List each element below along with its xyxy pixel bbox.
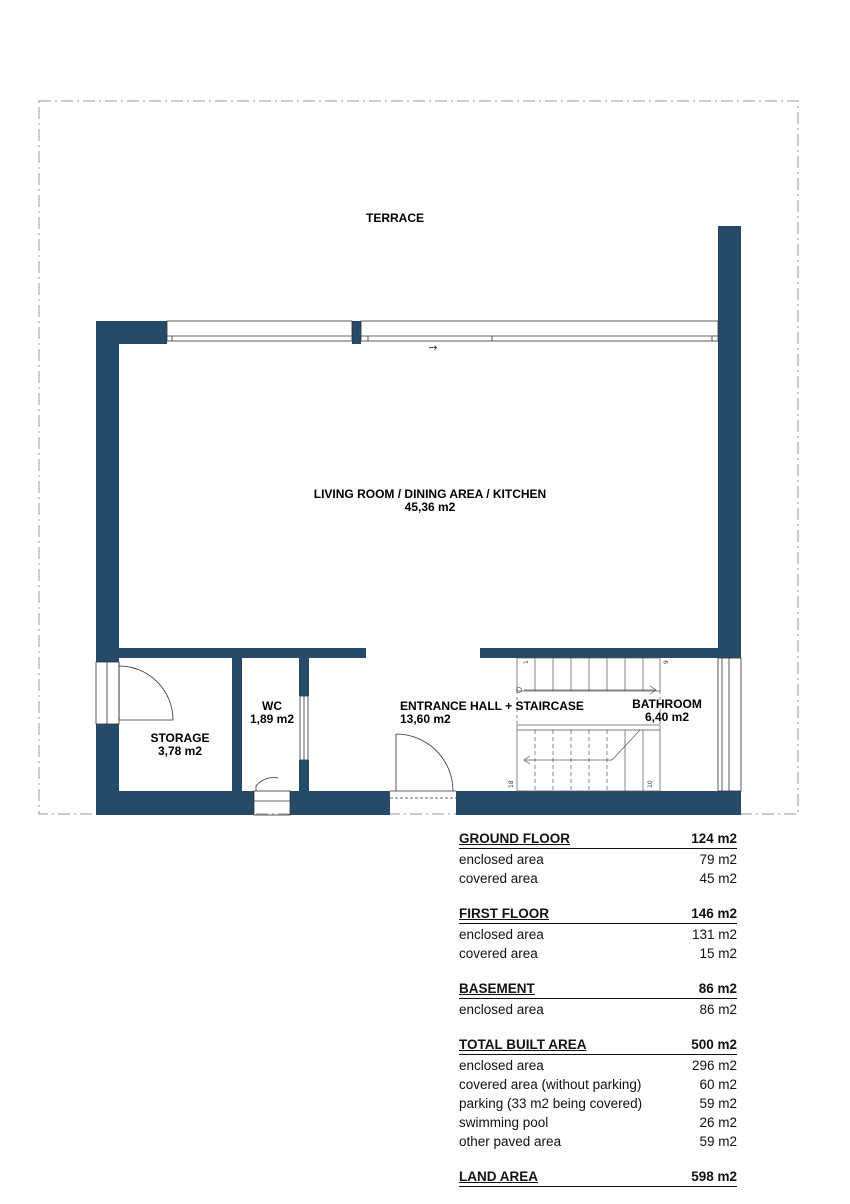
west-wall-upper [96, 321, 119, 662]
svg-text:→: → [428, 341, 438, 354]
area-row-value: 86 m2 [699, 1002, 737, 1017]
area-row-value: 59 m2 [699, 1134, 737, 1149]
area-row-label: parking (33 m2 being covered) [459, 1096, 643, 1111]
area-section-header [459, 905, 737, 924]
area-row [459, 1113, 737, 1132]
area-section [459, 905, 737, 963]
area-section-total: 146 m2 [691, 906, 737, 921]
room-wc [243, 700, 301, 726]
room-terrace [340, 212, 450, 225]
room-wc-area: 1,89 m2 [249, 712, 295, 726]
area-row-value: 131 m2 [691, 927, 737, 942]
area-row-label: covered area (without parking) [459, 1077, 642, 1092]
area-row-label: other paved area [459, 1134, 562, 1149]
window-mullion [352, 321, 361, 344]
area-row-value: 60 m2 [699, 1077, 737, 1092]
entrance-door [390, 734, 456, 798]
area-row-value: 79 m2 [699, 852, 737, 867]
room-storage-name: STORAGE [150, 731, 210, 745]
storage-door [96, 662, 173, 724]
room-storage [135, 732, 225, 758]
area-section-title: LAND AREA [459, 1169, 538, 1184]
south-wall-1 [96, 791, 254, 815]
area-row-label: covered area [459, 871, 538, 886]
area-section-total: 500 m2 [691, 1037, 737, 1052]
stair-num-18: 18 [508, 780, 515, 788]
area-section [459, 1036, 737, 1151]
walls [96, 226, 741, 815]
stair-num-1: 1 [523, 660, 530, 664]
area-row-value: 45 m2 [699, 871, 737, 886]
room-wc-name: WC [262, 699, 282, 713]
south-wall-2 [290, 791, 390, 815]
terrace-windows [167, 321, 718, 341]
area-row [459, 1094, 737, 1113]
area-row-label: covered area [459, 946, 538, 961]
wc-hall-wall-bottom [299, 760, 309, 791]
area-row [459, 850, 737, 869]
room-living-name: LIVING ROOM / DINING AREA / KITCHEN [313, 487, 547, 501]
area-section-total: 598 m2 [691, 1169, 737, 1184]
room-living-area: 45,36 m2 [404, 500, 456, 514]
stair-num-9: 9 [663, 660, 670, 664]
area-section-title: BASEMENT [459, 981, 535, 996]
area-row [459, 869, 737, 888]
area-row-label: enclosed area [459, 1002, 544, 1017]
area-row [459, 1132, 737, 1151]
area-section [459, 980, 737, 1019]
area-row [459, 925, 737, 944]
area-row-label: enclosed area [459, 852, 544, 867]
area-section-title: FIRST FLOOR [459, 906, 549, 921]
area-section [459, 1168, 737, 1187]
area-section [459, 830, 737, 888]
area-section-total: 86 m2 [698, 981, 737, 996]
area-section-title: GROUND FLOOR [459, 831, 570, 846]
area-row-label: enclosed area [459, 1058, 544, 1073]
area-section-header [459, 980, 737, 999]
room-bathroom-name: BATHROOM [632, 697, 702, 711]
area-row [459, 1075, 737, 1094]
area-section-header [459, 1036, 737, 1055]
area-row-value: 59 m2 [699, 1096, 737, 1111]
stair-num-10: 10 [647, 780, 654, 788]
room-storage-area: 3,78 m2 [157, 744, 203, 758]
wc-door [300, 696, 308, 760]
area-section-total: 124 m2 [691, 831, 737, 846]
room-hall-name: ENTRANCE HALL + STAIRCASE [400, 699, 584, 713]
room-hall [400, 700, 584, 726]
room-hall-area: 13,60 m2 [400, 712, 451, 726]
area-table [459, 830, 737, 1204]
east-wall [718, 226, 741, 658]
north-wall-corner [96, 321, 167, 344]
area-row-label: enclosed area [459, 927, 544, 942]
area-section-header [459, 830, 737, 849]
area-row-value: 26 m2 [699, 1115, 737, 1130]
bathroom-window [718, 658, 741, 791]
area-section-header [459, 1168, 737, 1187]
living-south-wall-right [480, 648, 741, 658]
area-row-value: 296 m2 [691, 1058, 737, 1073]
room-bathroom-area: 6,40 m2 [644, 710, 690, 724]
room-bathroom [622, 698, 712, 724]
living-south-wall-left [96, 648, 366, 658]
wc-window [254, 778, 290, 815]
room-terrace-name: TERRACE [365, 211, 424, 225]
south-wall-3 [456, 791, 741, 815]
storage-wc-wall [232, 658, 242, 791]
wc-hall-wall-top [299, 658, 309, 696]
area-row [459, 944, 737, 963]
area-row [459, 1000, 737, 1019]
area-section-title: TOTAL BUILT AREA [459, 1037, 587, 1052]
area-row-value: 15 m2 [699, 946, 737, 961]
area-row [459, 1056, 737, 1075]
room-living [270, 488, 590, 514]
area-row-label: swimming pool [459, 1115, 549, 1130]
